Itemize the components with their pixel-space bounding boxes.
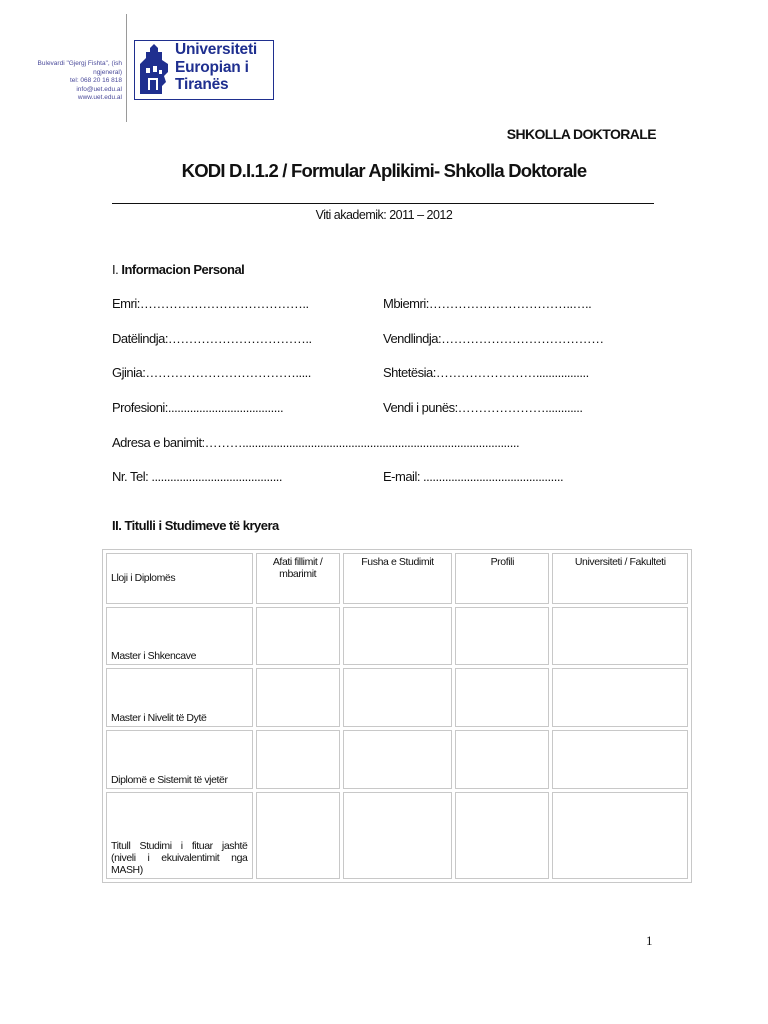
field-vendi-punes[interactable]: Vendi i punës:…………………............ [383, 400, 583, 415]
header-field-of-study: Fusha e Studimit [343, 553, 452, 604]
cell-profile[interactable] [455, 730, 549, 789]
field-gjinia[interactable]: Gjinia:………………………………..... [112, 365, 311, 380]
table-row [106, 607, 688, 666]
table-row [106, 730, 688, 789]
academic-year: Viti akademik: 2011 – 2012 [315, 208, 453, 222]
header-profile: Profili [455, 553, 549, 604]
university-name [175, 41, 257, 94]
title-rule [112, 203, 654, 204]
school-name: SHKOLLA DOKTORALE [506, 126, 656, 142]
cell-university[interactable] [552, 730, 688, 789]
university-name-line3: Tiranës [175, 76, 229, 93]
section-1-number: I. [112, 262, 119, 277]
cell-field[interactable] [343, 730, 452, 789]
cell-profile[interactable] [455, 607, 549, 666]
field-email[interactable]: E-mail: ............................................. [383, 469, 564, 484]
field-mbiemri[interactable]: Mbiemri:……………………………..….. [383, 296, 592, 311]
university-name-line2: Europian i [175, 58, 249, 76]
cell-profile[interactable] [455, 792, 549, 879]
field-emri[interactable]: Emri:………………………………….. [112, 296, 309, 311]
section-2-title: II. Titulli i Studimeve të kryera [112, 518, 279, 533]
university-building-emblem-icon [136, 42, 174, 98]
header-dates: Afati fillimit / mbarimit [256, 553, 340, 604]
section-1-heading [112, 262, 244, 277]
field-vendlindja[interactable]: Vendlindja:………………………………… [383, 331, 604, 346]
cell-dates[interactable] [256, 792, 340, 879]
university-name-line1: Universiteti [175, 41, 258, 58]
cell-field[interactable] [343, 607, 452, 666]
contact-info [10, 60, 122, 103]
cell-university[interactable] [552, 668, 688, 727]
cell-profile[interactable] [455, 668, 549, 727]
form-title: KODI D.I.1.2 / Formular Aplikimi- Shkolla Doktorale [181, 160, 587, 181]
contact-website: www.uet.edu.al [77, 94, 122, 102]
cell-dates[interactable] [256, 607, 340, 666]
page-number: 1 [646, 933, 653, 948]
row-degree-label: Titull Studimi i fituar jashtë (niveli i ekuivalentimit nga MASH) [106, 792, 253, 879]
cell-field[interactable] [343, 668, 452, 727]
degrees-table [102, 549, 692, 883]
field-datelindja[interactable]: Datëlindja:…………………………….. [112, 331, 312, 346]
header-divider [126, 14, 127, 122]
contact-address: Bulevardi "Gjergj Fishta", (ish ngjeneral) [37, 60, 122, 76]
field-profesioni[interactable]: Profesioni:..................................... [112, 400, 284, 415]
cell-university[interactable] [552, 792, 688, 879]
cell-university[interactable] [552, 607, 688, 666]
row-degree-label: Master i Shkencave [106, 607, 253, 666]
table-header-row [106, 553, 688, 604]
section-1-title: Informacion Personal [121, 262, 245, 277]
contact-phone: tel: 068 20 16 818 [69, 77, 122, 85]
cell-dates[interactable] [256, 730, 340, 789]
header-degree-type: Lloji i Diplomës [106, 553, 253, 604]
field-adresa[interactable]: Adresa e banimit:………......................................................................................... [112, 435, 520, 450]
cell-field[interactable] [343, 792, 452, 879]
field-tel[interactable]: Nr. Tel: .......................................... [112, 469, 283, 484]
table-row [106, 668, 688, 727]
row-degree-label: Master i Nivelit të Dytë [106, 668, 253, 727]
table-row [106, 792, 688, 879]
header-university: Universiteti / Fakulteti [552, 553, 688, 604]
contact-email: info@uet.edu.al [76, 85, 122, 93]
section-2-heading [112, 518, 279, 533]
cell-dates[interactable] [256, 668, 340, 727]
field-shtetesia[interactable]: Shtetësia:……………………................. [383, 365, 589, 380]
row-degree-label: Diplomë e Sistemit të vjetër [106, 730, 253, 789]
